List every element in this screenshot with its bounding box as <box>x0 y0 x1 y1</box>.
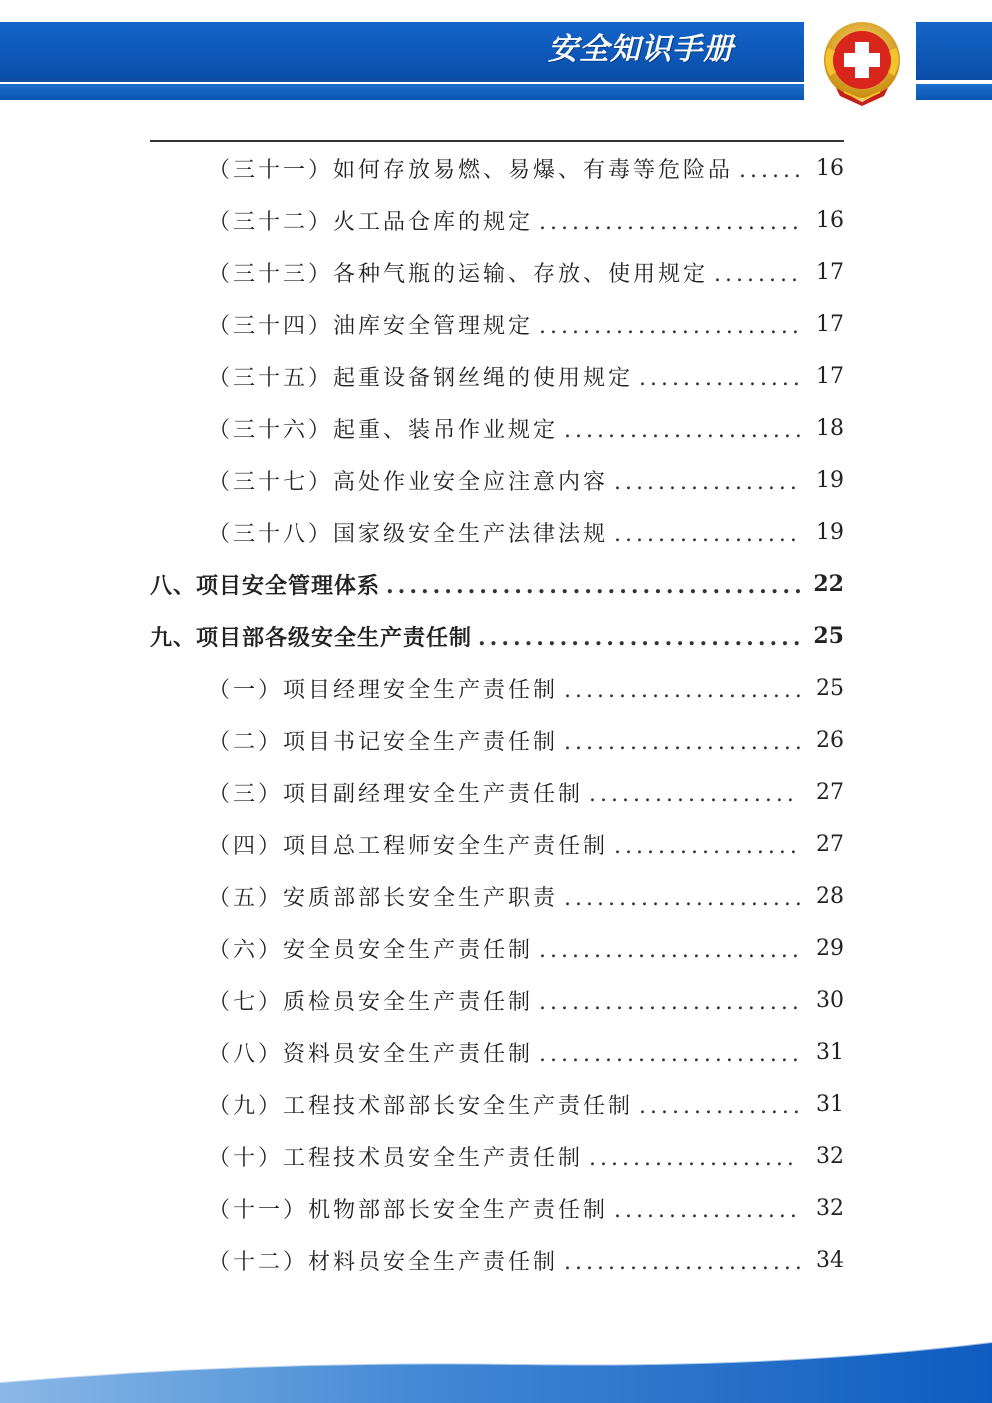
toc-entry-label: （八）资料员安全生产责任制 <box>208 1041 534 1067</box>
toc-leader-dots <box>539 210 800 235</box>
toc-entry-9-3[interactable] <box>150 766 844 818</box>
toc-entry-36[interactable] <box>150 402 844 454</box>
toc-leader-dots <box>564 886 800 911</box>
table-of-contents <box>150 142 844 1286</box>
toc-leader-dots <box>386 573 800 599</box>
toc-entry-label: （三十三）各种气瓶的运输、存放、使用规定 <box>208 261 709 287</box>
toc-page-number: 31 <box>816 1091 844 1117</box>
toc-page-number: 19 <box>816 519 844 545</box>
toc-entry-label: （六）安全员安全生产责任制 <box>208 937 534 963</box>
toc-entry-9-9[interactable] <box>150 1078 844 1130</box>
toc-entry-33[interactable] <box>150 246 844 298</box>
toc-page-number: 25 <box>816 675 844 701</box>
toc-entry-35[interactable] <box>150 350 844 402</box>
toc-entry-label: （十二）材料员安全生产责任制 <box>208 1249 559 1275</box>
toc-leader-dots <box>589 782 800 807</box>
toc-entry-34[interactable] <box>150 298 844 350</box>
toc-leader-dots <box>539 1042 800 1067</box>
toc-entry-label: （一）项目经理安全生产责任制 <box>208 677 559 703</box>
toc-entry-label: （二）项目书记安全生产责任制 <box>208 729 559 755</box>
toc-leader-dots <box>564 678 800 703</box>
toc-entry-38[interactable] <box>150 506 844 558</box>
toc-page-number: 31 <box>816 1039 844 1065</box>
header-band-right-lower <box>916 84 992 100</box>
toc-entry-9-8[interactable] <box>150 1026 844 1078</box>
toc-page-number: 29 <box>816 935 844 961</box>
toc-entry-label: （九）工程技术部部长安全生产责任制 <box>208 1093 634 1119</box>
toc-page-number: 30 <box>816 987 844 1013</box>
toc-entry-32[interactable] <box>150 194 844 246</box>
toc-leader-dots <box>614 522 800 547</box>
toc-leader-dots <box>639 366 800 391</box>
toc-page-number: 17 <box>816 259 844 285</box>
toc-entry-label: （三）项目副经理安全生产责任制 <box>208 781 584 807</box>
toc-entry-9-5[interactable] <box>150 870 844 922</box>
toc-entry-label: （五）安质部部长安全生产职责 <box>208 885 559 911</box>
toc-page-number: 32 <box>816 1143 844 1169</box>
toc-entry-label: （四）项目总工程师安全生产责任制 <box>208 833 609 859</box>
toc-page-number: 19 <box>816 467 844 493</box>
toc-entry-9-11[interactable] <box>150 1182 844 1234</box>
toc-page-number: 17 <box>816 311 844 337</box>
toc-entry-9-2[interactable] <box>150 714 844 766</box>
toc-leader-dots <box>564 418 800 443</box>
toc-leader-dots <box>564 1250 800 1275</box>
footer-wave <box>0 1320 992 1403</box>
toc-section-8[interactable] <box>150 558 844 610</box>
toc-page-number: 16 <box>816 207 844 233</box>
toc-leader-dots <box>714 262 800 287</box>
toc-page-number: 17 <box>816 363 844 389</box>
toc-entry-9-1[interactable] <box>150 662 844 714</box>
toc-entry-9-4[interactable] <box>150 818 844 870</box>
toc-entry-9-7[interactable] <box>150 974 844 1026</box>
toc-page-number: 27 <box>816 779 844 805</box>
toc-leader-dots <box>614 470 800 495</box>
header-band-right <box>916 22 992 80</box>
toc-page-number: 32 <box>816 1195 844 1221</box>
toc-leader-dots <box>739 158 800 183</box>
toc-section-label: 九、项目部各级安全生产责任制 <box>150 624 473 651</box>
toc-page-number: 22 <box>813 571 844 597</box>
toc-page-number: 27 <box>816 831 844 857</box>
toc-entry-label: （三十二）火工品仓库的规定 <box>208 209 534 235</box>
toc-page-number: 25 <box>813 623 844 649</box>
toc-entry-label: （三十八）国家级安全生产法律法规 <box>208 521 609 547</box>
toc-entry-label: （三十一）如何存放易燃、易爆、有毒等危险品 <box>208 157 734 183</box>
toc-entry-label: （三十六）起重、装吊作业规定 <box>208 417 559 443</box>
toc-leader-dots <box>589 1146 800 1171</box>
toc-leader-dots <box>539 990 800 1015</box>
toc-page-number: 18 <box>816 415 844 441</box>
toc-entry-label: （七）质检员安全生产责任制 <box>208 989 534 1015</box>
toc-leader-dots <box>614 834 800 859</box>
toc-entry-label: （三十五）起重设备钢丝绳的使用规定 <box>208 365 634 391</box>
toc-section-label: 八、项目安全管理体系 <box>150 572 381 599</box>
toc-entry-label: （十）工程技术员安全生产责任制 <box>208 1145 584 1171</box>
toc-leader-dots <box>564 730 800 755</box>
toc-entry-label: （三十四）油库安全管理规定 <box>208 313 534 339</box>
toc-entry-37[interactable] <box>150 454 844 506</box>
toc-leader-dots <box>478 625 800 651</box>
toc-leader-dots <box>539 314 800 339</box>
toc-section-9[interactable] <box>150 610 844 662</box>
header-band-lower <box>0 84 804 100</box>
toc-page-number: 26 <box>816 727 844 753</box>
safety-cross-emblem-icon <box>814 18 910 108</box>
toc-page-number: 34 <box>816 1247 844 1273</box>
handbook-title: 安全知识手册 <box>548 32 734 67</box>
toc-entry-9-6[interactable] <box>150 922 844 974</box>
toc-entry-31[interactable] <box>150 142 844 194</box>
toc-leader-dots <box>639 1094 800 1119</box>
toc-entry-9-10[interactable] <box>150 1130 844 1182</box>
toc-entry-label: （十一）机物部部长安全生产责任制 <box>208 1197 609 1223</box>
toc-entry-9-12[interactable] <box>150 1234 844 1286</box>
toc-page-number: 16 <box>816 155 844 181</box>
toc-page-number: 28 <box>816 883 844 909</box>
toc-leader-dots <box>539 938 800 963</box>
toc-entry-label: （三十七）高处作业安全应注意内容 <box>208 469 609 495</box>
toc-leader-dots <box>614 1198 800 1223</box>
